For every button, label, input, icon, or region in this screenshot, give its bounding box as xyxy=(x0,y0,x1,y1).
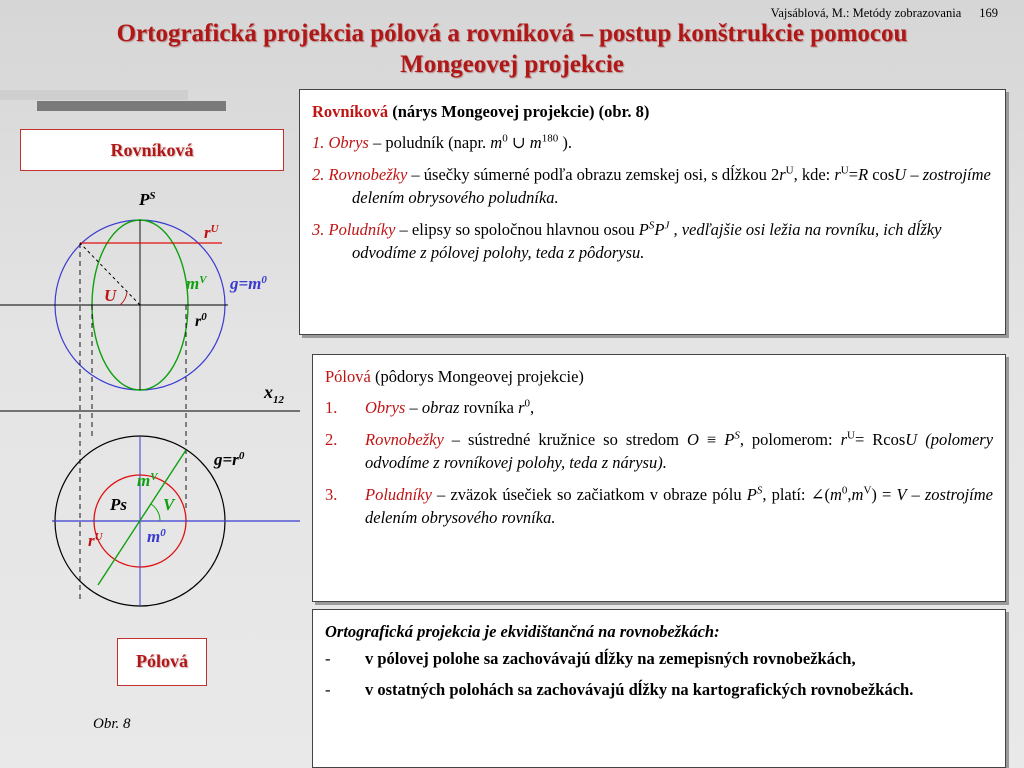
page-number: 169 xyxy=(979,6,998,20)
slide-title xyxy=(20,18,1004,80)
panel2-list xyxy=(325,396,993,529)
label-g-m0: $g=m^0$ xyxy=(230,274,267,293)
panel1-item-poludniky: 3. Poludníky – elipsy so spoločnou hlavnou osou $P^SP^J$ , vedľajšie osi ležia na rovníku, ich dĺžky odvodíme z pólovej polohy, teda z pôdorysu. xyxy=(312,219,942,262)
panel2-item-obrys: 1. Obrys – obraz rovníka $r^0$, xyxy=(325,397,535,417)
label-x12: $x_{12}$ xyxy=(264,382,284,406)
title-line-1: Ortografická projekcia pólová a rovníková – postup konštrukcie pomocou xyxy=(116,20,908,47)
panel-polova xyxy=(312,354,1006,602)
label-v: V xyxy=(163,495,175,514)
label-m0-bottom: $m^0$ xyxy=(147,527,166,546)
label-g-r0: $g=r^0$ xyxy=(214,450,245,469)
label-mv-bottom: $m^V$ xyxy=(137,471,158,490)
label-polova: Pólová xyxy=(117,638,207,686)
panel-ekvidistancna xyxy=(312,609,1006,768)
panel3-list xyxy=(325,647,993,701)
panel1-item-rovnobezky: 2. Rovnobežky – úsečky súmerné podľa obrazu zemskej osi, s dĺžkou $2r^U$, kde: $r^U=R$ cosU – zostrojíme delením obrysového poludníka. xyxy=(312,164,991,207)
figure-caption: Obr. 8 xyxy=(93,716,131,732)
panel1-item-obrys: 1. Obrys – poludník (napr. $m^0$ ∪ $m^{180}$ ). xyxy=(312,132,572,152)
panel2-item-poludniky: 3. Poludníky – zväzok úsečiek so začiatkom v obraze pólu $P^S$, platí: $\angle(m^0,m^V) = V$ – zostrojíme delením obrysového rovníka. xyxy=(325,484,993,527)
panel3-item-2: - v ostatných polohách sa zachovávajú dĺžky na kartografických rovnobežkách. xyxy=(325,680,914,699)
label-r0: $r^0$ xyxy=(195,311,207,330)
decorative-bar-light xyxy=(0,90,188,100)
label-rovnikova: Rovníková xyxy=(20,129,284,171)
label-ps-bottom: Ps xyxy=(110,495,127,514)
angle-v-arc xyxy=(151,504,160,521)
angle-u-arc xyxy=(120,292,127,305)
decorative-bar-dark xyxy=(37,101,226,111)
panel-rovnikova xyxy=(299,89,1006,335)
label-u: U xyxy=(104,286,117,305)
panel3-item-1: - v pólovej polohe sa zachovávajú dĺžky na zemepisných rovnobežkách, xyxy=(325,649,856,668)
author-reference: Vajsáblová, M.: Metódy zobrazovania xyxy=(770,6,962,20)
panel3-heading: Ortografická projekcia je ekvidištančná na rovnobežkách: xyxy=(325,622,720,641)
label-ps-top: $P^S$ xyxy=(139,190,156,209)
title-line-2: Mongeovej projekcie xyxy=(400,51,624,78)
panel1-heading: Rovníková (nárys Mongeovej projekcie) (obr. 8) xyxy=(312,102,650,121)
monge-construction-figure xyxy=(0,180,300,620)
label-ru-top: $r^U$ xyxy=(204,223,219,242)
label-mv-top: $m^V$ xyxy=(186,274,207,293)
panel2-item-rovnobezky: 2. Rovnobežky – sústredné kružnice so stredom $O \equiv P^S$, polomerom: $r^U= RcosU$ (polomery odvodíme z rovníkovej polohy, teda z nárysu). xyxy=(325,429,994,472)
label-ru-bottom: $r^U$ xyxy=(88,531,103,550)
panel2-heading: Pólová (pôdorys Mongeovej projekcie) xyxy=(325,367,584,386)
